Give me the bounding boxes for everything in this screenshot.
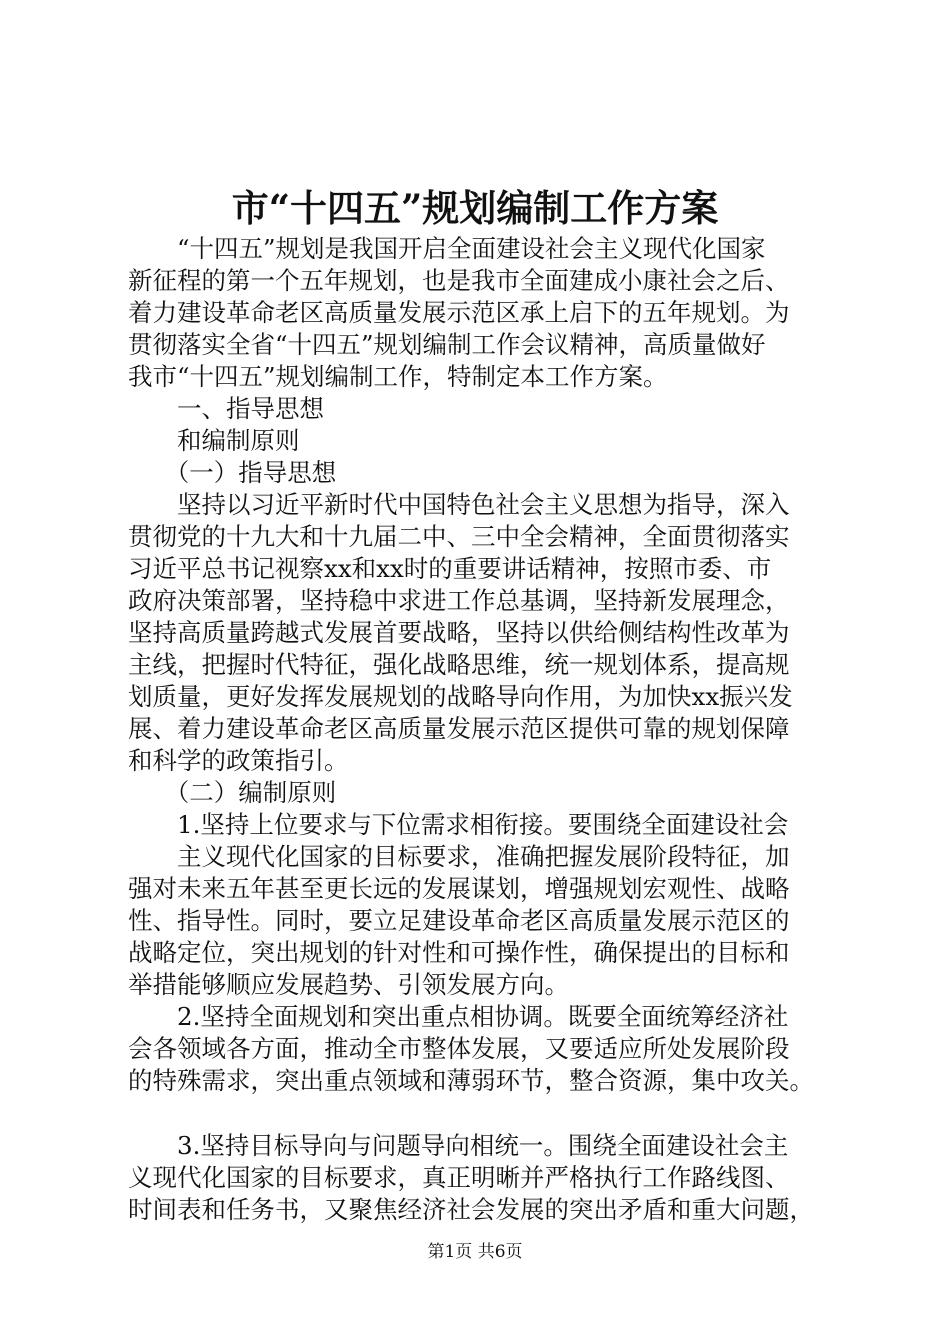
text-line: 划质量，更好发挥发展规划的战略导向作用，为加快xx振兴发: [128, 682, 793, 711]
text-line: 着力建设革命老区高质量发展示范区承上启下的五年规划。为: [128, 298, 790, 327]
text-line: 坚持高质量跨越式发展首要战略，坚持以供给侧结构性改革为: [128, 618, 790, 647]
text-line: 举措能够顺应发展趋势、引领发展方向。: [128, 970, 569, 999]
text-line: 和编制原则: [128, 426, 300, 455]
text-line: “十四五”规划是我国开启全面建设社会主义现代化国家: [128, 234, 766, 263]
text-line: 战略定位，突出规划的针对性和可操作性，确保提出的目标和: [128, 938, 790, 967]
text-line: 政府决策部署，坚持稳中求进工作总基调，坚持新发展理念，: [128, 586, 790, 615]
text-line: 性、指导性。同时，要立足建设革命老区高质量发展示范区的: [128, 906, 790, 935]
text-line: 我市“十四五”规划编制工作，特制定本工作方案。: [128, 362, 668, 391]
text-line: 会各领域各方面，推动全市整体发展，又要适应所处发展阶段: [128, 1034, 790, 1063]
text-line: 强对未来五年甚至更长远的发展谋划，增强规划宏观性、战略: [128, 874, 790, 903]
text-line: 3.坚持目标导向与问题导向相统一。围绕全面建设社会主: [128, 1131, 789, 1160]
text-line: 习近平总书记视察xx和xx时的重要讲话精神，按照市委、市: [128, 554, 772, 583]
text-line: 坚持以习近平新时代中国特色社会主义思想为指导，深入: [128, 490, 790, 519]
body-text-block-1: [128, 233, 848, 1097]
text-line: （二）编制原则: [128, 778, 337, 807]
text-line: 主线，把握时代特征，强化战略思维，统一规划体系，提高规: [128, 650, 790, 679]
text-line: 2.坚持全面规划和突出重点相协调。既要全面统筹经济社: [128, 1002, 789, 1031]
text-line: 展、着力建设革命老区高质量发展示范区提供可靠的规划保障: [128, 714, 790, 743]
text-line: 的特殊需求，突出重点领域和薄弱环节，整合资源，集中攻关。: [128, 1066, 814, 1095]
document-title: 市“十四五”规划编制工作方案: [231, 186, 719, 230]
text-line: 时间表和任务书，又聚焦经济社会发展的突出矛盾和重大问题，: [128, 1195, 814, 1224]
text-line: 和科学的政策指引。: [128, 746, 349, 775]
text-line: （一）指导思想: [128, 458, 337, 487]
body-text-block-2: [128, 1130, 848, 1226]
text-line: 贯彻落实全省“十四五”规划编制工作会议精神，高质量做好: [128, 330, 766, 359]
text-line: 新征程的第一个五年规划，也是我市全面建成小康社会之后、: [128, 266, 790, 295]
text-line: 主义现代化国家的目标要求，准确把握发展阶段特征，加: [128, 842, 790, 871]
text-line: 一、指导思想: [128, 394, 324, 423]
text-line: 1.坚持上位要求与下位需求相衔接。要围绕全面建设社会: [128, 810, 789, 839]
text-line: 义现代化国家的目标要求，真正明晰并严格执行工作路线图、: [128, 1163, 790, 1192]
text-line: 贯彻党的十九大和十九届二中、三中全会精神，全面贯彻落实: [128, 522, 790, 551]
page-footer: 第1页 共6页: [427, 1242, 523, 1262]
